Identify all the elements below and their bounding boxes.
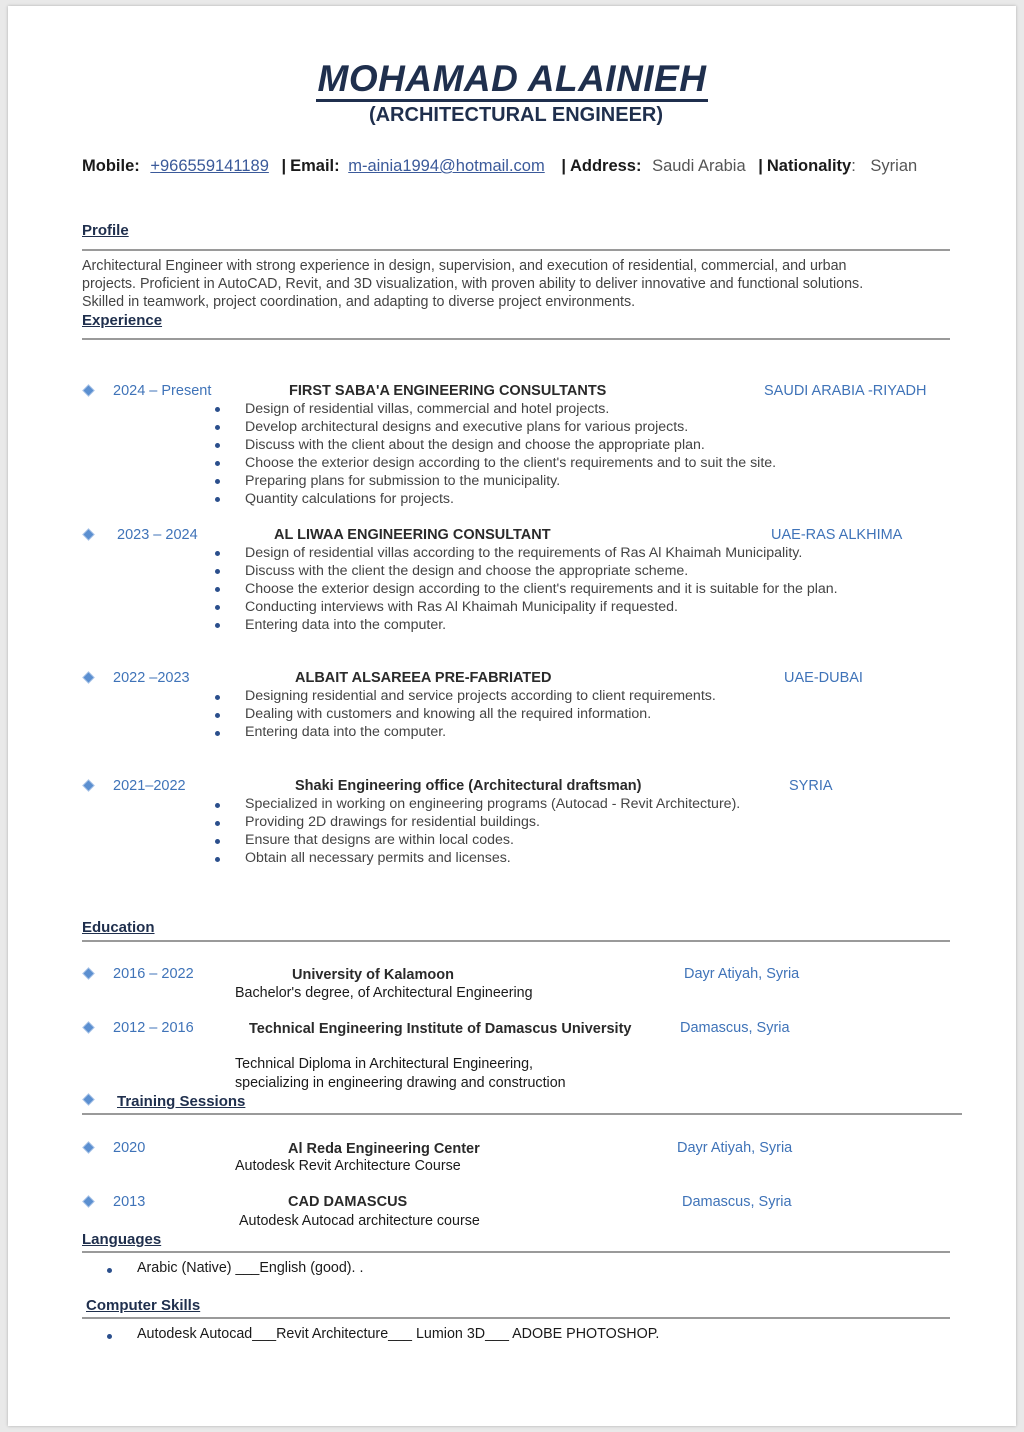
profile-text [82,257,952,311]
bullet-dot-icon [215,821,220,826]
bullet-dot-icon [215,497,220,502]
bullet-dot-icon [215,425,220,430]
section-divider [82,249,950,251]
bullet-dot-icon [215,803,220,808]
job-bullet: Choose the exterior design according to the client's requirements and to suit the site. [245,455,777,471]
job-bullet: Specialized in working on engineering programs (Autocad - Revit Architecture). [245,796,741,812]
training-location: Damascus, Syria [682,1194,792,1210]
email-label: Email: [290,157,340,175]
nationality-value: Syrian [870,157,918,175]
experience-heading: Experience [82,312,163,329]
job-bullet: Quantity calculations for projects. [245,491,454,507]
job-date: 2023 – 2024 [117,527,198,543]
bullet-dot-icon [215,713,220,718]
contact-separator: | [561,157,566,175]
job-bullet: Providing 2D drawings for residential buildings. [245,814,540,830]
training-location: Dayr Atiyah, Syria [677,1140,793,1156]
training-date: 2020 [113,1140,146,1156]
education-location: Dayr Atiyah, Syria [684,966,800,982]
email-link[interactable]: m-ainia1994@hotmail.com [348,157,545,175]
skills-text: Autodesk Autocad___Revit Architecture___ Lumion 3D___ ADOBE PHOTOSHOP. [137,1326,660,1342]
bullet-dot-icon [215,731,220,736]
job-location: SAUDI ARABIA -RIYADH [764,383,927,399]
contact-line [82,157,917,176]
bullet-dot-icon [107,1334,112,1339]
job-location: UAE-RAS ALKHIMA [771,527,903,543]
contact-separator: | [758,157,763,175]
job-company: Shaki Engineering office (Architectural draftsman) [295,778,642,794]
education-date: 2012 – 2016 [113,1020,194,1036]
address-label: Address: [569,157,642,175]
mobile-link[interactable]: +966559141189 [150,157,269,175]
training-detail: Autodesk Autocad architecture course [239,1213,480,1229]
bullet-dot-icon [215,569,220,574]
job-bullet: Design of residential villas according to the requirements of Ras Al Khaimah Municipality. [245,545,803,561]
job-bullet: Discuss with the client about the design and choose the appropriate plan. [245,437,705,453]
section-divider [82,338,950,340]
education-heading: Education [82,919,155,936]
job-bullet: Ensure that designs are within local codes. [245,832,514,848]
training-detail: Autodesk Revit Architecture Course [235,1158,461,1174]
skills-heading: Computer Skills [86,1297,201,1314]
section-divider [82,940,950,942]
job-bullet: Choose the exterior design according to the client's requirements and it is suitable for the plan. [245,581,838,597]
job-bullet: Discuss with the client the design and choose the appropriate scheme. [245,563,689,579]
bullet-dot-icon [215,623,220,628]
job-date: 2022 –2023 [113,670,190,686]
job-bullet: Entering data into the computer. [245,617,447,633]
profile-line: Architectural Engineer with strong experience in design, supervision, and execution of residential, commercial, and urban [82,258,847,274]
bullet-dot-icon [215,587,220,592]
job-bullet: Preparing plans for submission to the municipality. [245,473,561,489]
education-date: 2016 – 2022 [113,966,194,982]
bullet-dot-icon [215,551,220,556]
job-company: FIRST SABA'A ENGINEERING CONSULTANTS [289,383,607,399]
bullet-dot-icon [215,443,220,448]
job-bullet: Entering data into the computer. [245,724,447,740]
job-bullet: Dealing with customers and knowing all the required information. [245,706,652,722]
mobile-label: Mobile: [82,157,140,175]
languages-text: Arabic (Native) ___English (good). . [137,1260,364,1276]
job-bullet: Design of residential villas, commercial and hotel projects. [245,401,610,417]
candidate-name [0,58,1024,100]
education-detail: Technical Diploma in Architectural Engineering, [235,1056,534,1072]
job-bullet: Designing residential and service projects according to client requirements. [245,688,716,704]
education-institution: University of Kalamoon [292,967,454,983]
education-detail: specializing in engineering drawing and construction [235,1075,566,1091]
job-date: 2024 – Present [113,383,212,399]
bullet-dot-icon [215,461,220,466]
job-bullet: Obtain all necessary permits and licenses. [245,850,511,866]
job-location: SYRIA [789,778,833,794]
training-institution: Al Reda Engineering Center [288,1141,480,1157]
job-location: UAE-DUBAI [784,670,863,686]
bullet-dot-icon [215,479,220,484]
job-bullet: Conducting interviews with Ras Al Khaimah Municipality if requested. [245,599,678,615]
bullet-dot-icon [215,857,220,862]
bullet-dot-icon [215,407,220,412]
section-divider [82,1251,950,1253]
education-detail: Bachelor's degree, of Architectural Engineering [235,985,533,1001]
training-heading: Training Sessions [117,1093,246,1110]
address-value: Saudi Arabia [652,157,746,175]
bullet-dot-icon [215,695,220,700]
job-title: (ARCHITECTURAL ENGINEER) [368,104,664,126]
bullet-dot-icon [215,839,220,844]
nationality-label: Nationality [766,157,852,175]
section-divider [82,1317,950,1319]
section-divider [82,1113,962,1115]
job-company: AL LIWAA ENGINEERING CONSULTANT [274,527,551,543]
training-institution: CAD DAMASCUS [288,1194,408,1210]
bullet-dot-icon [215,605,220,610]
education-location: Damascus, Syria [680,1020,790,1036]
candidate-name-text: MOHAMAD ALAINIEH [316,58,709,102]
profile-line: projects. Proficient in AutoCAD, Revit, and 3D visualization, with proven ability to deliver innovative and functional solutions. [82,276,864,292]
profile-line: Skilled in teamwork, project coordination, and adapting to diverse project environments. [82,294,636,310]
training-date: 2013 [113,1194,146,1210]
contact-separator: | [281,157,287,175]
education-institution: Technical Engineering Institute of Damascus University [249,1021,632,1037]
nationality-colon: : [851,157,856,175]
job-bullet: Develop architectural designs and executive plans for various projects. [245,419,689,435]
languages-heading: Languages [82,1231,162,1248]
job-date: 2021–2022 [113,778,186,794]
profile-heading: Profile [82,222,129,239]
job-company: ALBAIT ALSAREEA PRE-FABRIATED [295,670,552,686]
bullet-dot-icon [107,1268,112,1273]
